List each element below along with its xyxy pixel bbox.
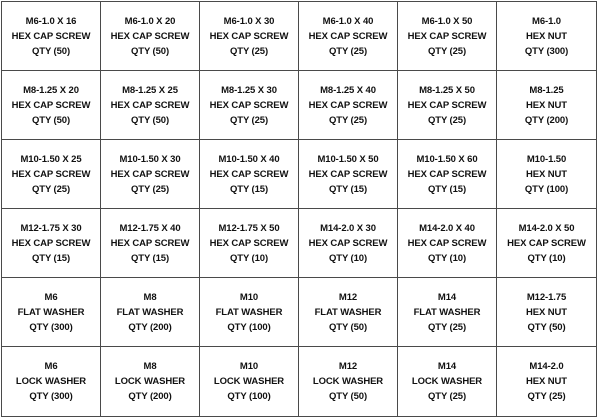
cell-size: M12-1.75 X 30 [20, 222, 82, 234]
cell-type: HEX CAP SCREW [209, 30, 289, 42]
cell-qty: QTY (25) [229, 114, 269, 126]
grid-cell [398, 278, 497, 347]
cell-size: M6-1.0 X 30 [223, 15, 275, 27]
cell-type: FLAT WASHER [413, 306, 481, 318]
cell-type: HEX CAP SCREW [11, 237, 91, 249]
cell-qty: QTY (25) [527, 391, 566, 402]
cell-qty: QTY (25) [427, 391, 467, 402]
cell-type: HEX CAP SCREW [407, 237, 487, 249]
cell-size: M6-1.0 [532, 15, 561, 27]
grid-cell [299, 2, 398, 71]
cell-type: HEX CAP SCREW [407, 168, 487, 180]
grid-cell [101, 347, 200, 416]
cell-type: LOCK WASHER [114, 376, 186, 387]
cell-size: M14-2.0 [529, 361, 564, 372]
cell-type: FLAT WASHER [215, 306, 283, 318]
grid-cell [200, 209, 299, 278]
cell-qty: QTY (100) [227, 391, 271, 402]
grid-cell [2, 71, 101, 140]
grid-cell [299, 140, 398, 209]
grid-cell [299, 209, 398, 278]
cell-qty: QTY (200) [524, 114, 569, 126]
grid-cell [398, 2, 497, 71]
cell-type: HEX CAP SCREW [308, 30, 388, 42]
grid-cell [200, 2, 299, 71]
cell-type: HEX NUT [526, 30, 567, 42]
grid-cell [101, 140, 200, 209]
cell-type: HEX CAP SCREW [308, 237, 388, 249]
cell-size: M12-1.75 X 40 [119, 222, 181, 234]
cell-qty: QTY (50) [527, 321, 566, 333]
cell-qty: QTY (300) [524, 45, 569, 57]
cell-size: M8-1.25 [529, 84, 564, 96]
label-grid [1, 1, 597, 417]
grid-cell [497, 2, 596, 71]
grid-cell [101, 71, 200, 140]
cell-size: M14-2.0 X 40 [419, 222, 475, 234]
cell-type: FLAT WASHER [17, 306, 85, 318]
cell-size: M8-1.25 X 25 [122, 84, 178, 96]
cell-size: M12 [338, 361, 358, 372]
grid-cell [101, 2, 200, 71]
grid-cell [299, 71, 398, 140]
cell-qty: QTY (10) [229, 252, 269, 264]
cell-type: HEX CAP SCREW [110, 30, 190, 42]
cell-qty: QTY (50) [31, 114, 71, 126]
grid-cell [497, 140, 596, 209]
grid-cell [2, 209, 101, 278]
cell-qty: QTY (100) [524, 183, 569, 195]
cell-size: M10-1.50 X 30 [119, 153, 181, 165]
cell-type: LOCK WASHER [213, 376, 285, 387]
cell-type: HEX CAP SCREW [507, 237, 586, 249]
cell-type: HEX CAP SCREW [11, 99, 91, 111]
cell-type: HEX CAP SCREW [308, 168, 388, 180]
cell-size: M10-1.50 X 60 [416, 153, 478, 165]
cell-qty: QTY (15) [31, 252, 71, 264]
grid-cell [398, 347, 497, 416]
cell-type: HEX CAP SCREW [407, 99, 487, 111]
cell-qty: QTY (100) [227, 321, 271, 333]
cell-type: HEX CAP SCREW [209, 99, 289, 111]
cell-qty: QTY (10) [427, 252, 467, 264]
cell-qty: QTY (10) [328, 252, 368, 264]
cell-size: M6 [44, 291, 58, 303]
cell-size: M8-1.25 X 40 [320, 84, 376, 96]
cell-type: LOCK WASHER [312, 376, 384, 387]
cell-size: M10-1.50 X 25 [20, 153, 82, 165]
cell-qty: QTY (15) [427, 183, 467, 195]
cell-size: M8 [143, 291, 157, 303]
cell-type: HEX CAP SCREW [110, 99, 190, 111]
cell-type: HEX NUT [526, 168, 567, 180]
grid-cell [299, 278, 398, 347]
grid-cell [2, 278, 101, 347]
cell-size: M14 [437, 291, 457, 303]
cell-qty: QTY (300) [29, 321, 73, 333]
cell-size: M14-2.0 X 30 [320, 222, 376, 234]
cell-size: M8-1.25 X 50 [419, 84, 475, 96]
grid-cell [2, 140, 101, 209]
grid-cell [2, 347, 101, 416]
grid-cell [200, 278, 299, 347]
cell-size: M10-1.50 [526, 153, 567, 165]
cell-type: HEX CAP SCREW [209, 168, 289, 180]
grid-cell [101, 209, 200, 278]
grid-cell [200, 140, 299, 209]
grid-cell [101, 278, 200, 347]
cell-type: HEX CAP SCREW [407, 30, 487, 42]
grid-cell [497, 209, 596, 278]
cell-qty: QTY (10) [527, 252, 566, 264]
grid-cell [200, 71, 299, 140]
cell-qty: QTY (25) [427, 321, 467, 333]
cell-qty: QTY (25) [31, 183, 71, 195]
cell-type: HEX NUT [526, 99, 567, 111]
cell-qty: QTY (50) [328, 321, 368, 333]
grid-cell [497, 347, 596, 416]
cell-type: HEX CAP SCREW [308, 99, 388, 111]
grid-cell [299, 347, 398, 416]
grid-cell [398, 140, 497, 209]
cell-type: HEX CAP SCREW [11, 30, 91, 42]
grid-cell [497, 71, 596, 140]
cell-qty: QTY (50) [31, 45, 71, 57]
cell-qty: QTY (25) [427, 114, 467, 126]
cell-type: HEX NUT [526, 376, 567, 387]
cell-qty: QTY (25) [130, 183, 170, 195]
cell-size: M8-1.25 X 20 [23, 84, 79, 96]
cell-size: M10 [239, 291, 259, 303]
cell-type: FLAT WASHER [314, 306, 382, 318]
cell-qty: QTY (25) [427, 45, 467, 57]
cell-size: M10-1.50 X 50 [317, 153, 379, 165]
cell-qty: QTY (15) [328, 183, 368, 195]
cell-qty: QTY (200) [128, 391, 172, 402]
cell-type: HEX CAP SCREW [209, 237, 289, 249]
cell-type: LOCK WASHER [411, 376, 483, 387]
cell-size: M6 [44, 361, 58, 372]
cell-size: M6-1.0 X 16 [25, 15, 77, 27]
cell-size: M10-1.50 X 40 [218, 153, 280, 165]
cell-qty: QTY (200) [128, 321, 172, 333]
grid-cell [497, 278, 596, 347]
cell-size: M12-1.75 X 50 [218, 222, 280, 234]
cell-qty: QTY (50) [328, 391, 368, 402]
cell-qty: QTY (50) [130, 45, 170, 57]
cell-size: M6-1.0 X 20 [124, 15, 176, 27]
cell-type: HEX CAP SCREW [110, 168, 190, 180]
cell-qty: QTY (25) [229, 45, 269, 57]
cell-qty: QTY (15) [229, 183, 269, 195]
cell-qty: QTY (15) [130, 252, 170, 264]
cell-type: HEX CAP SCREW [110, 237, 190, 249]
cell-type: FLAT WASHER [116, 306, 184, 318]
grid-cell [398, 71, 497, 140]
cell-type: LOCK WASHER [15, 376, 87, 387]
cell-qty: QTY (300) [29, 391, 73, 402]
grid-cell [398, 209, 497, 278]
cell-size: M8 [143, 361, 157, 372]
grid-cell [2, 2, 101, 71]
cell-size: M8-1.25 X 30 [221, 84, 277, 96]
cell-size: M12-1.75 [526, 291, 567, 303]
cell-size: M6-1.0 X 40 [322, 15, 374, 27]
cell-qty: QTY (25) [328, 114, 368, 126]
grid-cell [200, 347, 299, 416]
cell-size: M10 [239, 361, 259, 372]
cell-size: M14-2.0 X 50 [518, 222, 575, 234]
cell-type: HEX CAP SCREW [11, 168, 91, 180]
cell-qty: QTY (50) [130, 114, 170, 126]
cell-qty: QTY (25) [328, 45, 368, 57]
cell-size: M12 [338, 291, 358, 303]
cell-size: M14 [437, 361, 457, 372]
cell-type: HEX NUT [526, 306, 567, 318]
cell-size: M6-1.0 X 50 [421, 15, 473, 27]
